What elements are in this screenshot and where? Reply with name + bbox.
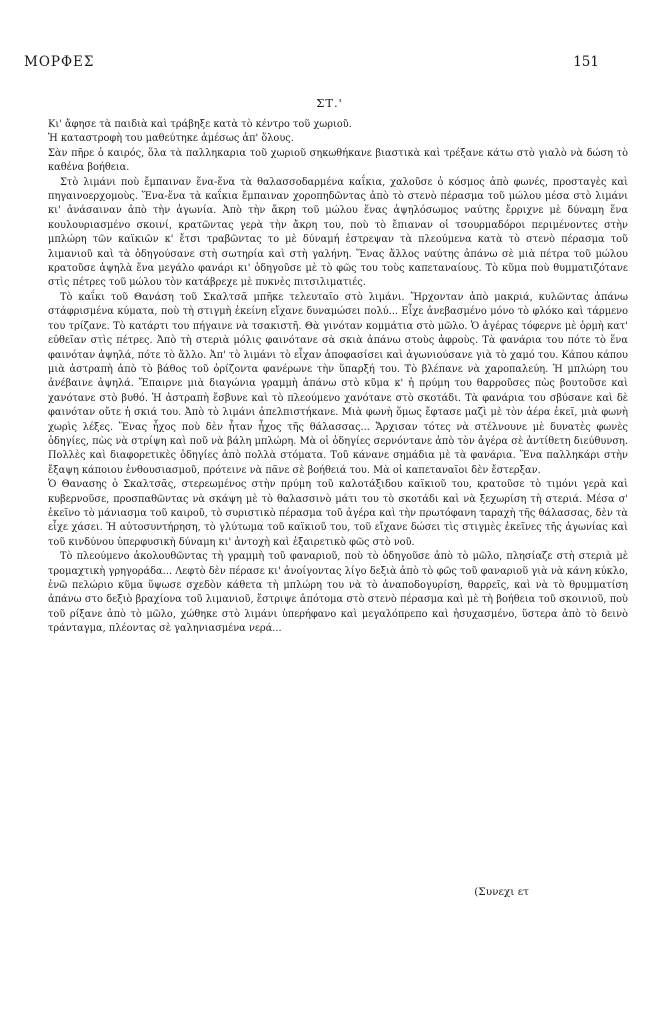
paragraph: Ὁ Θανασης ὁ Σκαλτσᾶς, στερεωμένος στὴν πρύμη τοῦ καλοτάξιδου καϊκιοῦ του, κρατοῦσε τὸ τιμόνι γερὰ καὶ κυβερνοῦσε, προσπαθῶντας νὰ σκάψη μὲ τὸ θαλασσινὸ μάτι του τὸ σκοτάδι καὶ νὰ ξεχωρίση τὴ στεριά. Μέσα σ' ἐκεῖνο τὸ μάνιασμα τοῦ καιροῦ, τὸ συριστικὸ πέρασμα τοῦ ἀγέρα καὶ τὴν πρωτόφανη ταραχὴ τῆς θάλασσας, δὲν τὰ εἶχε χάσει. Ἡ αὐτοσυντήρηση, τὸ γλύτωμα τοῦ καϊκιοῦ του, τοῦ εἴχανε δώσει τὶς στιγμὲς ἐκεῖνες τῆς ἀγωνίας καὶ τοῦ κινδύνου ὑπερφυσικὴ δύναμη κι' ἀντοχὴ καὶ ἐξαιρετικὸ φῶς στὸ νοῦ. — [48, 479, 628, 548]
paragraph: Σὰν πῆρε ὁ καιρός, ὅλα τὰ παλληκαρια τοῦ χωριοῦ σηκωθήκανε βιαστικὰ καὶ τρέξανε κάτω στὸ γιαλὸ νὰ δώση τὸ καθένα βοήθεια. — [48, 147, 628, 174]
page-number: 151 — [573, 54, 599, 70]
paragraph: Τὸ καΐκι τοῦ Θανάση τοῦ Σκαλτσᾶ μπῆκε τελευταῖο στὸ λιμάνι. Ἤρχονταν ἀπὸ μακριά, κυλῶντας ἀπάνω στάφρισμένα κύματα, ποὺ τὴ στιγμὴ ἐκείνη εἴχανε δυναμώσει πολύ... Εἶχε ἀνεβασμένο μόνο τὸ φλόκο καὶ τάρμενο του τρίζανε. Τὸ κατάρτι του πήγαινε νὰ τσακιστῆ. Θὰ γινόταν κομμάτια στὸ μῶλο. Ὁ ἀγέρας τόφερνε μὲ ὁρμὴ κατ' εὐθεῖαν στὶς πέτρες. Ἀπὸ τὴ στεριὰ μόλις φαινότανε σὰ σκιὰ ἀπάνω στοὺς ἀφροὺς. Τὰ φανάρια του πότε τὸ ἕνα φαινόταν ἀψηλά, πότε τὸ ἄλλο. Ἀπ' τὸ λιμάνι τὸ εἶχαν ἀποφασίσει καὶ ἀγωνιούσανε γιὰ τὸ χαμό του. Κάπου κάπου μιὰ ἀστραπὴ ἀπὸ τὸ βάθος τοῦ ὁρίζοντα φανέρωνε τὴν ὕπαρξή του. Τὸ βλέπανε νὰ χαροπαλεύη. Ἡ μπλώρη του ἀνέβαινε ἀψηλά. Ἔπαιρνε μιὰ διαγώνια γραμμὴ ἀπάνω στὸ κῦμα κ' ἡ πρύμη του θαρροῦσες πὼς βουτοῦσε καὶ χανότανε στὸ βυθό. Ἡ ἀστραπὴ ἔσβυνε καὶ τὸ πλεούμενο χανότανε στὸ σκοτάδι. Τὰ φανάρια του σβύσανε καὶ δὲ φαινόταν οὔτε ἡ σκιά του. Ἀπὸ τὸ λιμάνι ἀπελπιστήκανε. Μιὰ φωνὴ ὅμως ἔφτασε μαζὶ μὲ τὸν ἀέρα ἐκεῖ, μιὰ φωνὴ χωρὶς λέξες. Ἕνας ἦχος ποὺ δὲν ἦταν ἦχος τῆς θάλασσας... Ἄρχισαν τότες νὰ στέλνουνε μὲ δυνατὲς φωνὲς ὁδηγίες, πὼς νὰ στρίψη καὶ ποῦ νὰ βάλη μπλώρη. Μὰ οἱ ὁδηγίες σερνόντανε ἀπὸ τὸν ἀγέρα σὲ ἀντίθετη διεύθυνση. Πολλὲς καὶ διαφορετικὲς ὁδηγίες ἀπὸ πολλὰ στόματα. Τοῦ κάνανε σημάδια μὲ τὰ φανάρια. Ἕνα παλληκάρι στὴν ἔξαψη κάποιου ἐνθουσιασμοῦ, πρότεινε νὰ πᾶνε σὲ βοήθειά του. Μὰ οἱ καπεταναῖοι δὲν ἔστερξαν. — [48, 291, 628, 476]
journal-title: ΜΟΡΦΕΣ — [24, 54, 95, 70]
paragraph: Τὸ πλεούμενο ἀκολουθῶντας τὴ γραμμὴ τοῦ φαναριοῦ, ποὺ τὸ ὁδηγοῦσε ἀπὸ τὸ μῶλο, πλησίαζε στὴ στεριὰ μὲ τρομαχτικὴ γρηγοράδα... Λεφτὸ δὲν πέρασε κι' ἀνοίγοντας λίγο δεξιὰ ἀπὸ τὸ φῶς τοῦ φαναριοῦ γιὰ νὰ κάνη κύκλο, ἐνῶ πελώριο κῦμα ὕψωσε σχεδὸν κάθετα τὴ μπλώρη του νὰ τὸ ἀναποδογυρίση, θαρρεῖς, καὶ νὰ τὸ θρυμματίση ἀπάνω στο δεξιὸ βραχίονα τοῦ λιμανιοῦ, ἔστριψε ἀπότομα στὸ στενὸ πέρασμα καὶ μὲ τὴ βοήθεια τοῦ σκοινιοῦ, ποὺ τοῦ ρίξανε ἀπὸ τὸ μῶλο, χώθηκε στὸ λιμάνι ὑπερήφανο καὶ μεγαλόπρεπο καὶ ἡσυχασμένο, ὕστερα ἀπὸ τὸ δεινὸ τράνταγμα, πλέοντας σὲ γαληνιασμένα νερά... — [48, 551, 628, 635]
paragraph: Ἡ καταστροφὴ του μαθεύτηκε ἀμέσως ἀπ' ὅλους. — [48, 133, 294, 145]
running-header — [24, 54, 599, 74]
paragraph: Στὸ λιμάνι ποὺ ἔμπαιναν ἕνα-ἕνα τὰ θαλασσοδαρμένα καΐκια, χαλοῦσε ὁ κόσμος ἀπὸ φωνές, προσταγὲς καὶ πηγαινοερχομοὺς. Ἕνα-ἕνα τὰ καΐκια ἔμπαιναν χοροπηδῶντας ἀπὸ τὸ στενὸ πέρασμα τοῦ μώλου μέσα στὸ λιμάνι κι' ἀνάσαιναν ἀπὸ τὴν ἀγωνία. Ἀπὸ τὴν ἄκρη τοῦ μώλου ἕνας ἀψηλόσωμος ναύτης ἔρριχνε μὲ δύναμη ἕνα κουλουριασμένο σκοινί, κρατῶντας γερὰ τὴν ἄκρη του, ποὺ τὸ ἔπιαναν οἱ τσουρμαδόροι περιμένοντες στὴν μπλώρη τῶν καϊκιῶν κ' ἔτσι τραβῶντας το μὲ δύναμή ἐστρεψαν τὰ πλεούμενα κατὰ τὸ στενὸ πέρασμα τοῦ λιμανιοῦ καὶ τὰ ὁδηγούσανε στὴ σωτηρία καὶ στὴ γαλήνη. Ἕνας ἄλλος ναύτης ἀπάνω σὲ μιὰ πέτρα τοῦ μώλου κρατοῦσε ἀψηλὰ ἕνα μεγάλο φανάρι κι' ὁδηγοῦσε μὲ τὸ φῶς του τοὺς καπεταναίους. Τὸ κῦμα ποὺ θυμματιζότανε στὶς πέτρες τοῦ μώλου τὸν κατάβρεχε μὲ πυκνὲς πιτσιλιματιές. — [48, 176, 628, 289]
section-mark: ΣΤ.' — [316, 96, 343, 110]
body-text — [48, 118, 628, 637]
continuation-note: (Συνεχι ετ — [474, 886, 529, 898]
paragraph: Κι' ἄφησε τὰ παιδιὰ καὶ τράβηξε κατὰ τὸ κέντρο τοῦ χωριοῦ. — [48, 119, 352, 130]
